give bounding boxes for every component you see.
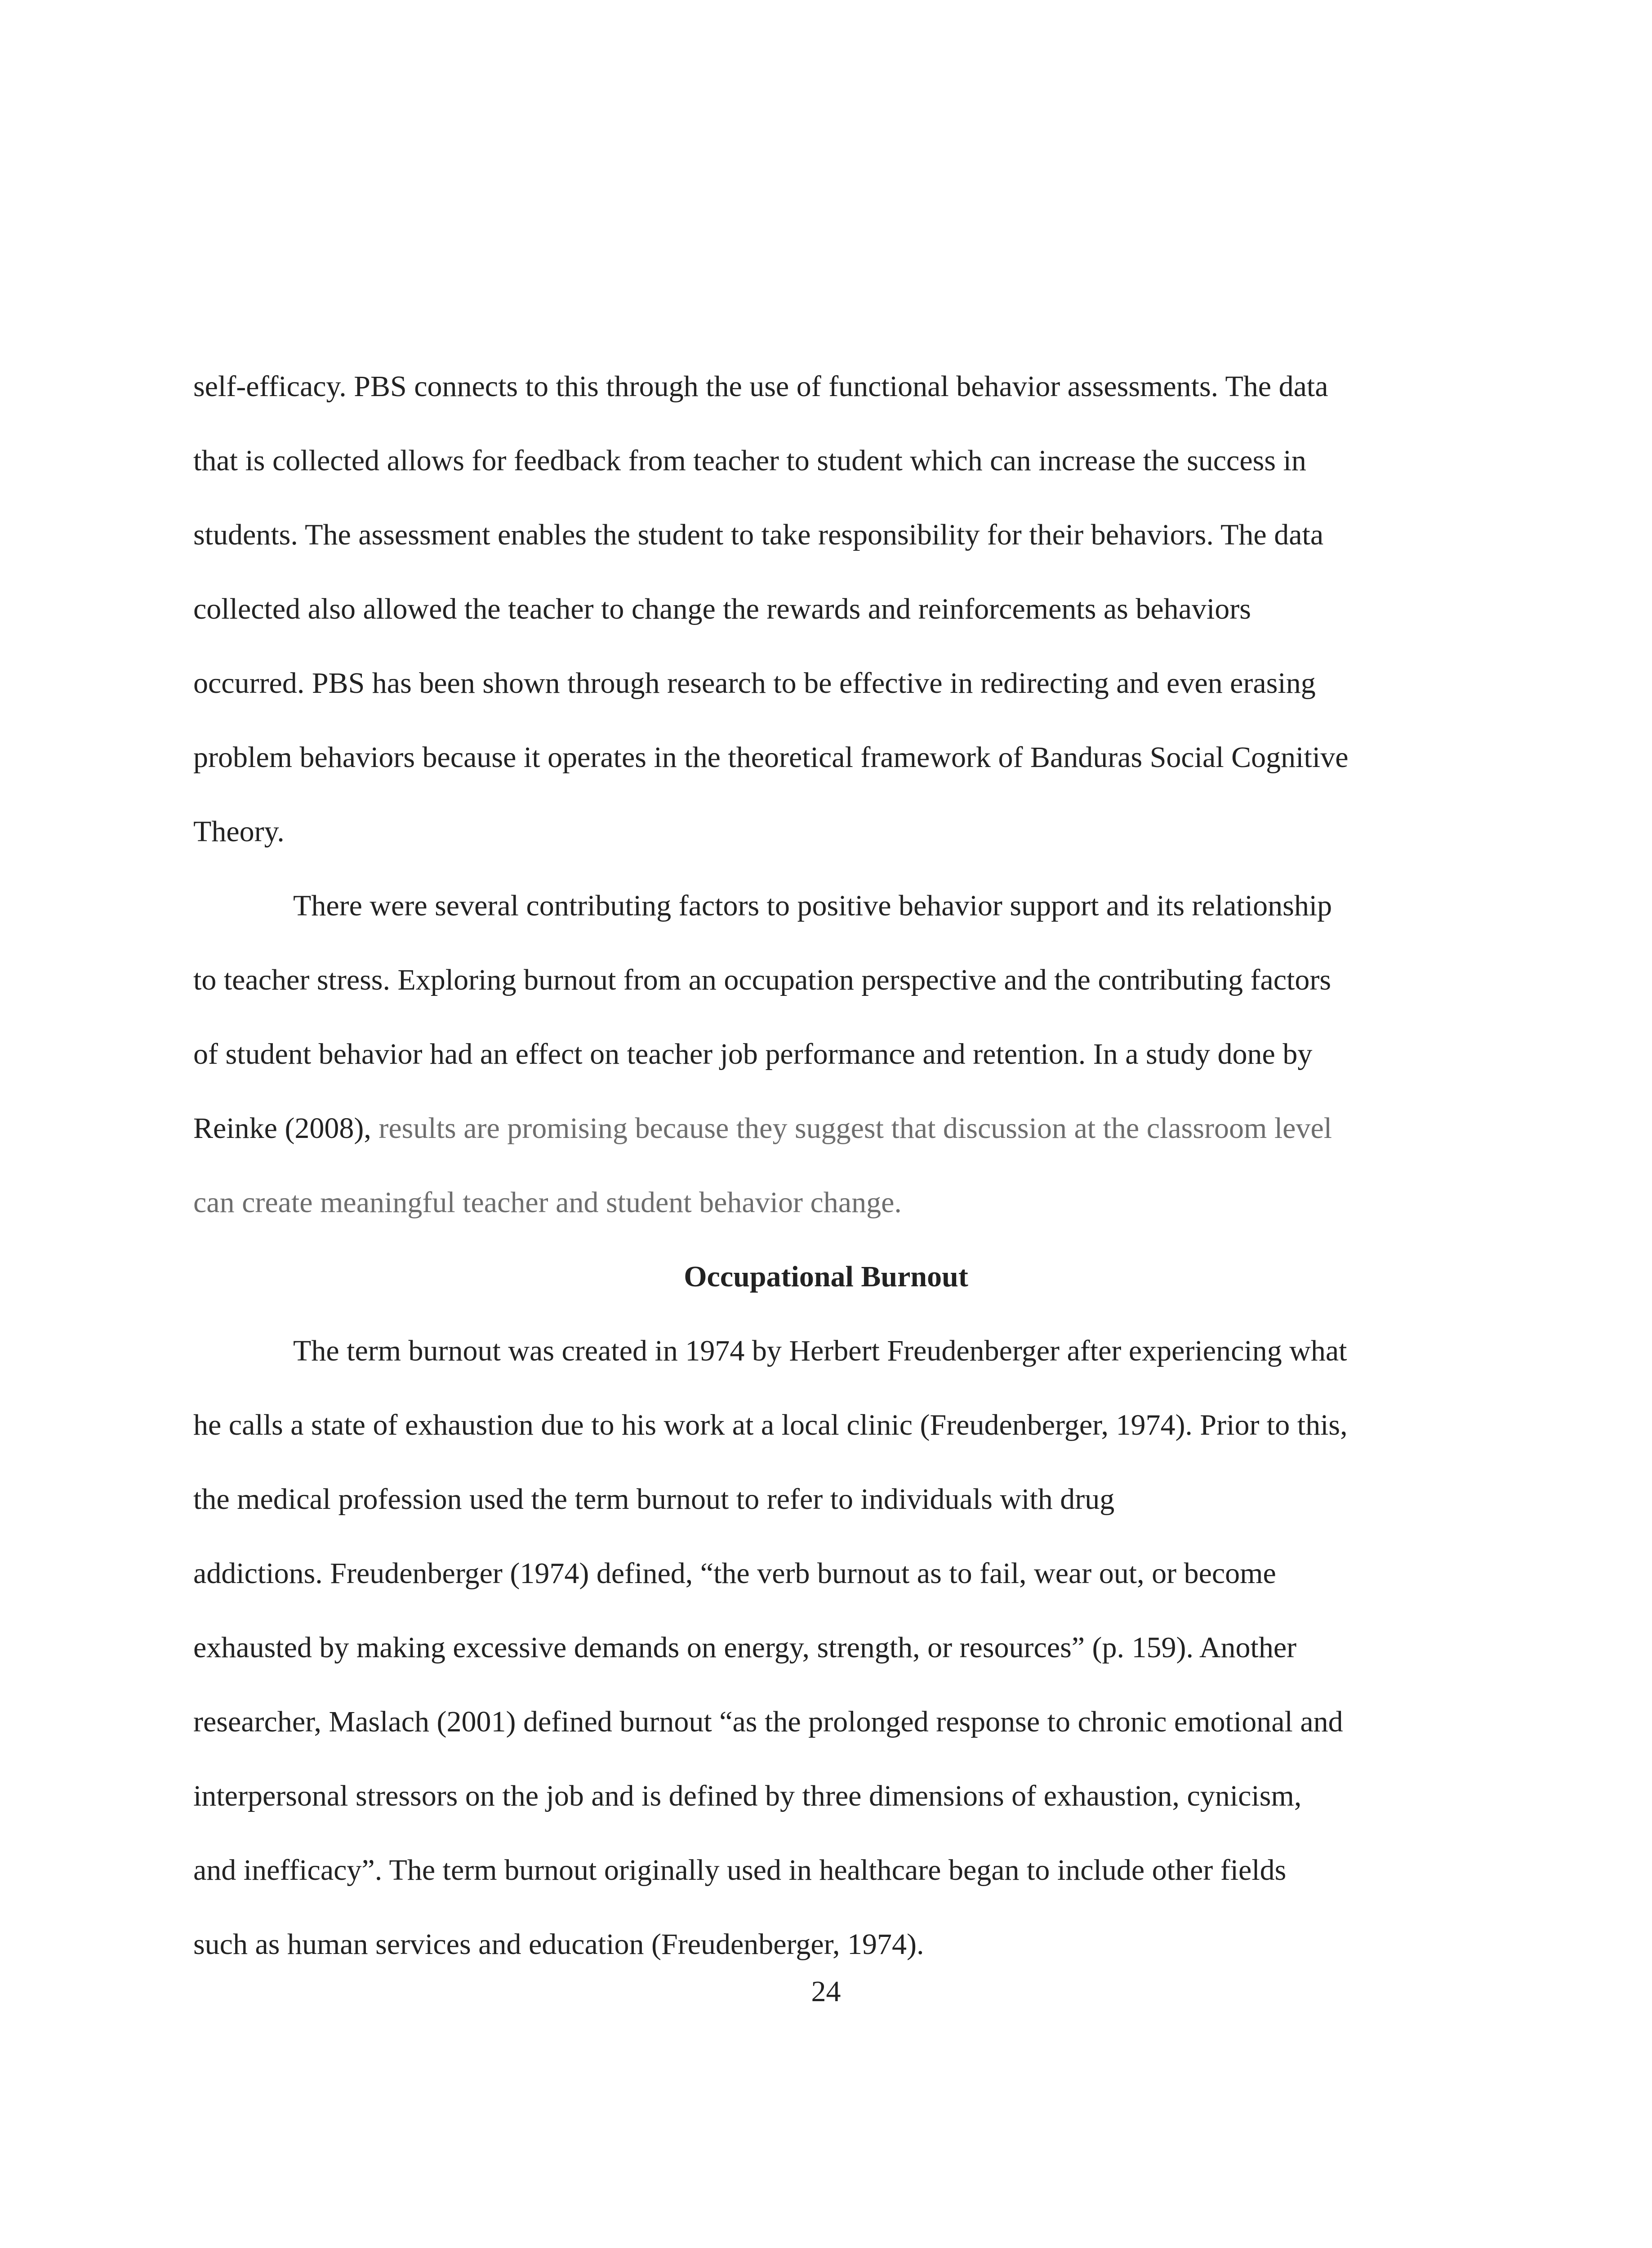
paragraph-1-line-4: collected also allowed the teacher to change the rewards and reinforcements as behaviors — [193, 593, 1251, 625]
paragraph-1-line-6: problem behaviors because it operates in the theoretical framework of Banduras Social Cognitive — [193, 741, 1349, 774]
paragraph-3-line-7: interpersonal stressors on the job and is defined by three dimensions of exhaustion, cynicism, — [193, 1780, 1302, 1812]
paragraph-1-line-1: self-efficacy. PBS connects to this through the use of functional behavior assessments. The data — [193, 370, 1328, 403]
paragraph-3-line-9: such as human services and education (Freudenberger, 1974). — [193, 1928, 924, 1961]
paragraph-3-line-5: exhausted by making excessive demands on energy, strength, or resources” (p. 159). Another — [193, 1631, 1297, 1664]
citation-text: Reinke (2008), — [193, 1112, 379, 1145]
paragraph-2-line-2: to teacher stress. Exploring burnout from an occupation perspective and the contributing factors — [193, 963, 1331, 996]
paragraph-3-line-8: and inefficacy”. The term burnout originally used in healthcare began to include other fields — [193, 1854, 1287, 1887]
gray-quoted-text: results are promising because they suggest that discussion at the classroom level — [378, 1112, 1332, 1145]
paragraph-2-line-3: of student behavior had an effect on teacher job performance and retention. In a study done by — [193, 1038, 1313, 1070]
paragraph-1-line-7: Theory. — [193, 815, 285, 848]
paragraph-3-line-6: researcher, Maslach (2001) defined burnout “as the prolonged response to chronic emotional and — [193, 1705, 1343, 1738]
paragraph-1-line-3: students. The assessment enables the student to take responsibility for their behaviors. The data — [193, 518, 1324, 551]
page-number: 24 — [811, 1975, 841, 2008]
paragraph-2-line-1: There were several contributing factors to positive behavior support and its relationship — [293, 889, 1332, 922]
paragraph-3-line-1: The term burnout was created in 1974 by Herbert Freudenberger after experiencing what — [293, 1334, 1347, 1367]
paragraph-3-line-4: addictions. Freudenberger (1974) defined, “the verb burnout as to fail, wear out, or become — [193, 1557, 1276, 1590]
paragraph-2-line-4 — [193, 1111, 1332, 1146]
section-heading: Occupational Burnout — [684, 1260, 968, 1293]
paragraph-2-line-5: can create meaningful teacher and student behavior change. — [193, 1186, 902, 1219]
paragraph-1-line-2: that is collected allows for feedback from teacher to student which can increase the success in — [193, 444, 1306, 477]
paragraph-1-line-5: occurred. PBS has been shown through research to be effective in redirecting and even erasing — [193, 667, 1316, 700]
paragraph-3-line-2: he calls a state of exhaustion due to his work at a local clinic (Freudenberger, 1974). Prior to this, — [193, 1409, 1348, 1441]
paragraph-3-line-3: the medical profession used the term burnout to refer to individuals with drug — [193, 1483, 1115, 1516]
